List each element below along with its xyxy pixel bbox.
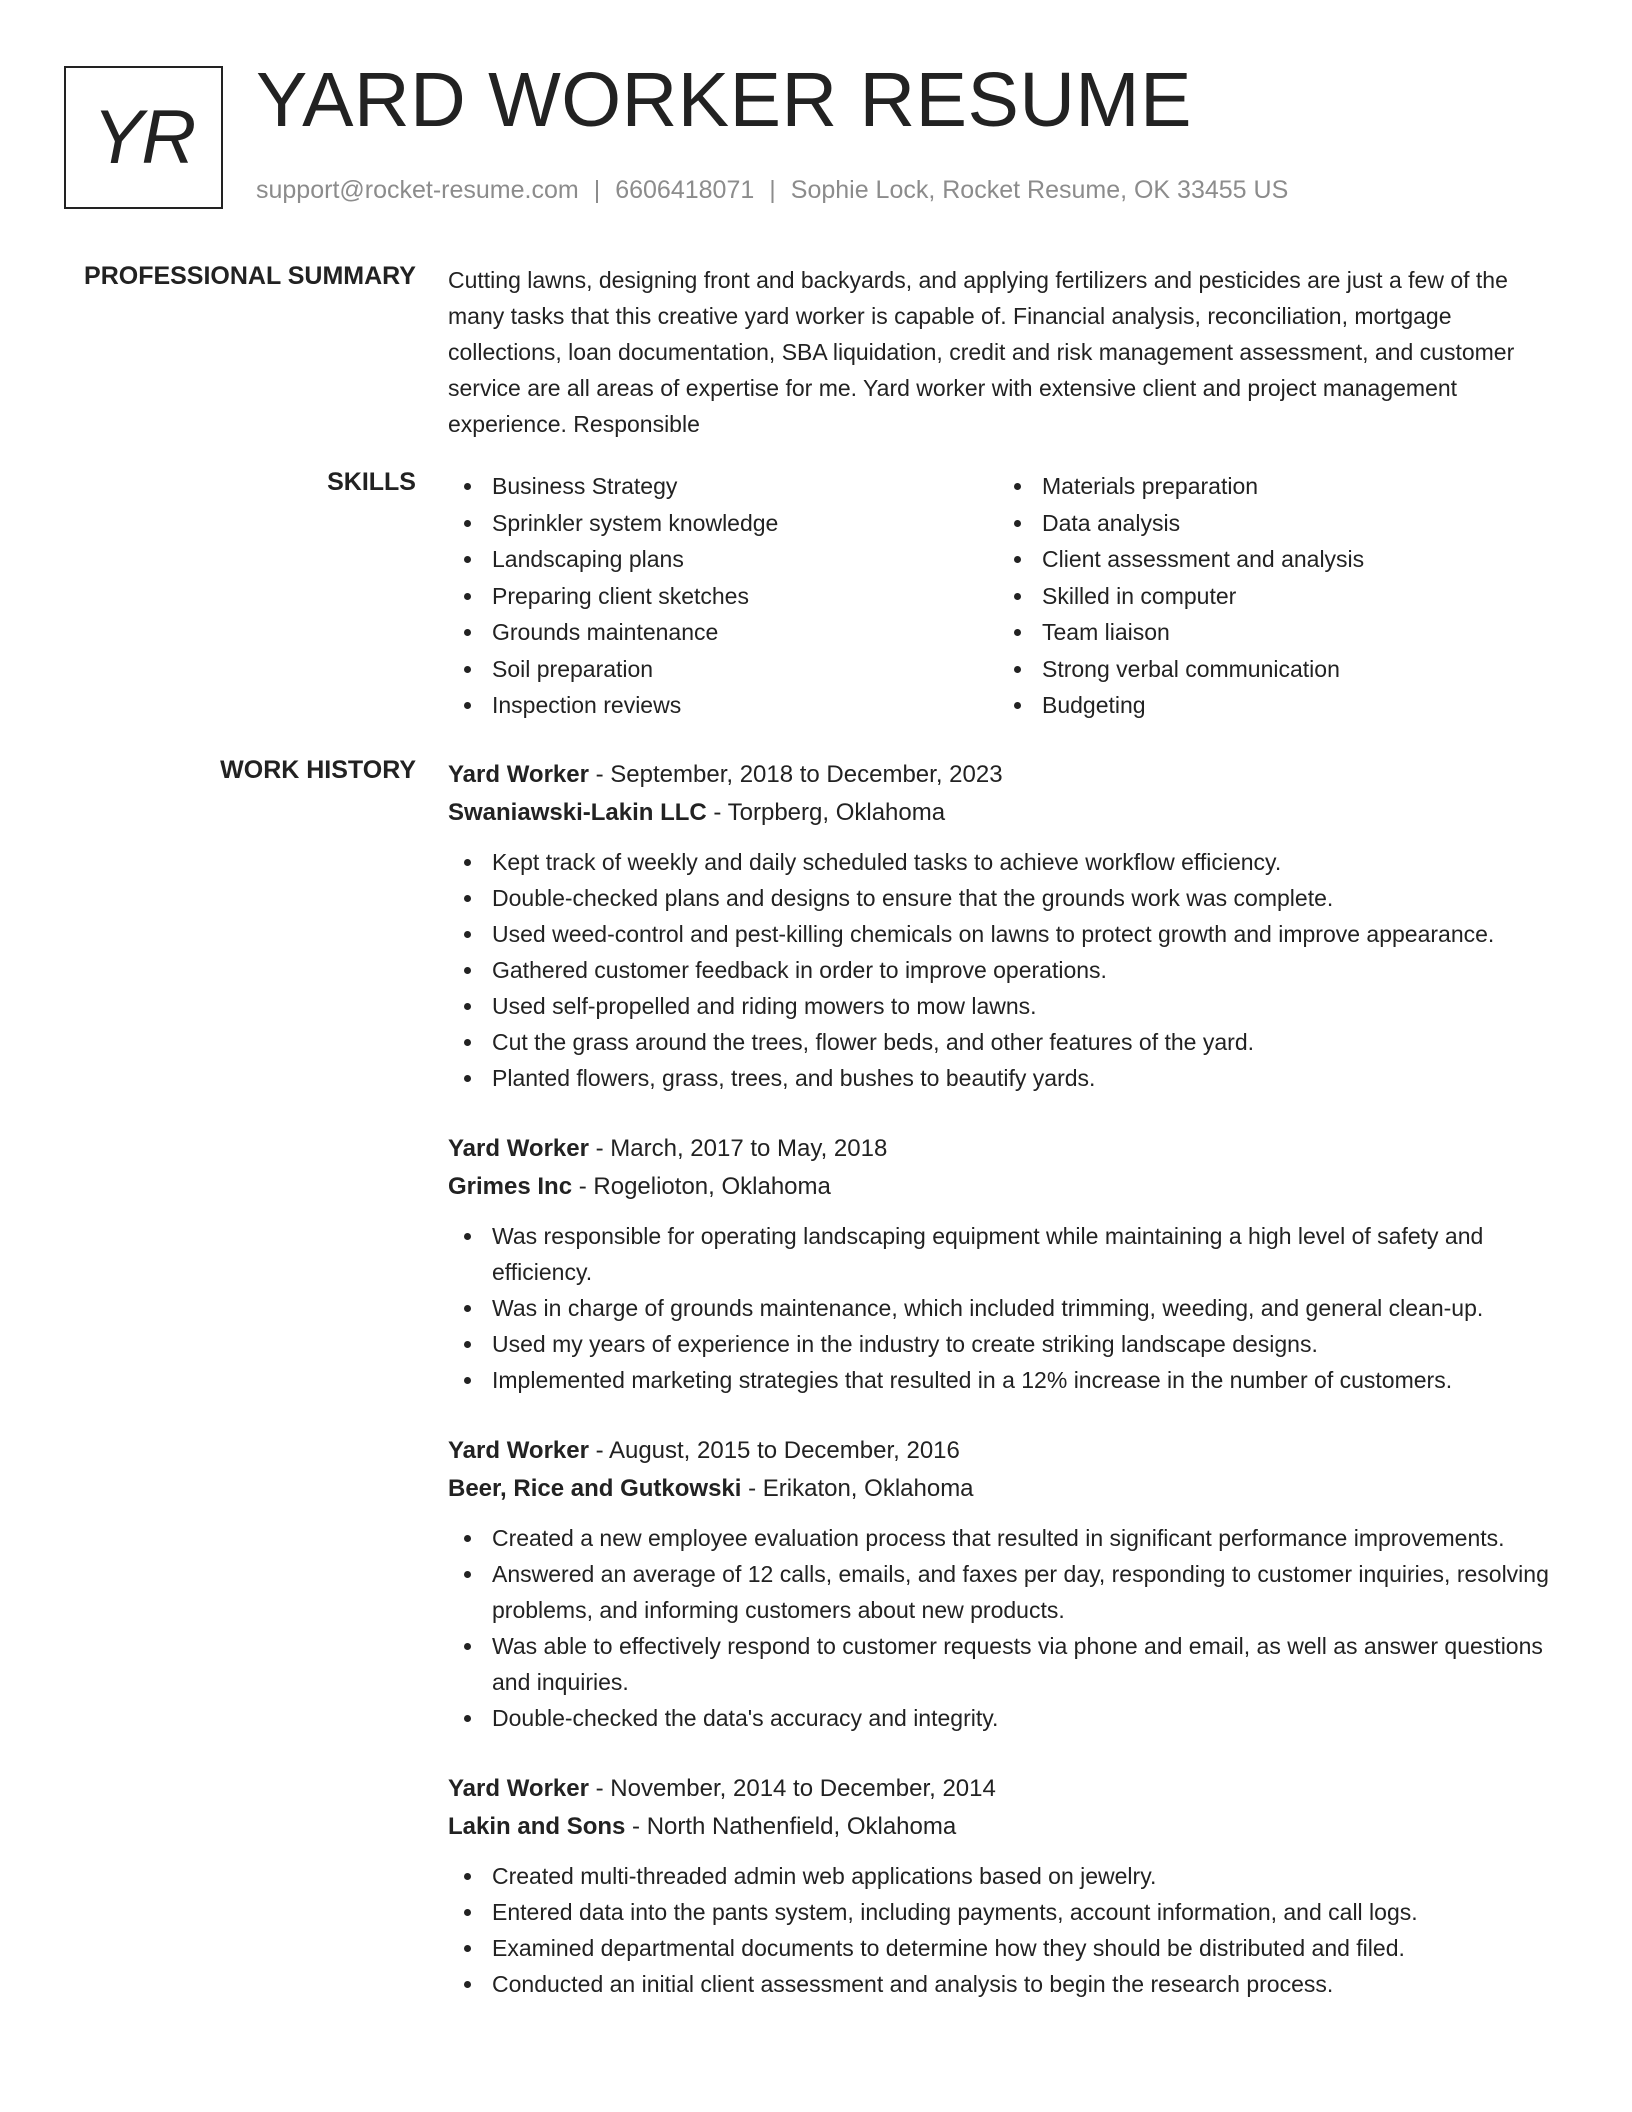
skill-item: Preparing client sketches [448,578,998,615]
job-dates: - September, 2018 to December, 2023 [588,761,1003,788]
job-bullet: Planted flowers, grass, trees, and bushes to beautify yards. [448,1060,1568,1096]
job-bullet: Gathered customer feedback in order to improve operations. [448,952,1568,988]
job-title-line [448,1432,1568,1470]
job-title: Yard Worker [448,1775,589,1802]
contact-address: Sophie Lock, Rocket Resume, OK 33455 US [790,176,1289,204]
skill-item: Skilled in computer [998,578,1548,615]
job-company: Lakin and Sons [448,1813,626,1840]
job-title: Yard Worker [448,1135,589,1162]
skills-list-left [448,468,998,724]
job-company-line [448,1808,1568,1846]
resume-title: YARD WORKER RESUME [256,57,1192,143]
skills-list-right [998,468,1548,724]
job-location: - Rogelioton, Oklahoma [572,1173,831,1200]
job-company: Swaniawski-Lakin LLC [448,799,707,826]
job-bullet: Used weed-control and pest-killing chemicals on lawns to protect growth and improve appearance. [448,916,1568,952]
job-bullets [448,1520,1568,1736]
job-dates: - November, 2014 to December, 2014 [588,1775,996,1802]
skill-item: Sprinkler system knowledge [448,505,998,542]
job-entry [448,1130,1568,1398]
job-bullet: Used my years of experience in the industry to create striking landscape designs. [448,1326,1568,1362]
job-bullet: Double-checked plans and designs to ensure that the grounds work was complete. [448,880,1568,916]
job-bullet: Used self-propelled and riding mowers to mow lawns. [448,988,1568,1024]
contact-separator: | [769,176,776,204]
job-bullet: Entered data into the pants system, including payments, account information, and call logs. [448,1894,1568,1930]
contact-line [256,176,1288,205]
contact-separator: | [593,176,601,204]
monogram-initials: YR [92,95,195,180]
job-dates: - March, 2017 to May, 2018 [588,1135,888,1162]
monogram-box [64,66,223,209]
job-bullet: Cut the grass around the trees, flower beds, and other features of the yard. [448,1024,1568,1060]
skill-item: Data analysis [998,505,1548,542]
summary-label: PROFESSIONAL SUMMARY [84,262,416,290]
job-entry [448,1770,1568,2002]
job-location: - North Nathenfield, Oklahoma [625,1813,957,1840]
contact-email[interactable]: support@rocket-resume.com [256,176,579,204]
skill-item: Client assessment and analysis [998,541,1548,578]
skill-item: Team liaison [998,614,1548,651]
job-title-line [448,1770,1568,1808]
job-title-line [448,756,1568,794]
job-company: Grimes Inc [448,1173,573,1200]
job-bullets [448,844,1568,1096]
skill-item: Grounds maintenance [448,614,998,651]
job-company-line [448,1470,1568,1508]
job-bullet: Double-checked the data's accuracy and integrity. [448,1700,1568,1736]
job-title-line [448,1130,1568,1168]
job-title: Yard Worker [448,761,589,788]
job-entry [448,756,1568,1096]
job-bullets [448,1218,1568,1398]
job-bullets [448,1858,1568,2002]
job-company-line [448,794,1568,832]
job-bullet: Created multi-threaded admin web applications based on jewelry. [448,1858,1568,1894]
job-entry [448,1432,1568,1736]
job-bullet: Created a new employee evaluation process that resulted in significant performance improvements. [448,1520,1568,1556]
job-bullet: Implemented marketing strategies that resulted in a 12% increase in the number of customers. [448,1362,1568,1398]
work-history-label: WORK HISTORY [220,756,416,784]
skill-item: Business Strategy [448,468,998,505]
skill-item: Materials preparation [998,468,1548,505]
skill-item: Landscaping plans [448,541,998,578]
job-location: - Erikaton, Oklahoma [741,1475,974,1502]
job-bullet: Answered an average of 12 calls, emails, and faxes per day, responding to customer inquiries, resolving problems, and informing customers about new products. [448,1556,1568,1628]
job-bullet: Conducted an initial client assessment and analysis to begin the research process. [448,1966,1568,2002]
skill-item: Budgeting [998,687,1548,724]
job-title: Yard Worker [448,1437,589,1464]
skill-item: Strong verbal communication [998,651,1548,688]
job-bullet: Kept track of weekly and daily scheduled tasks to achieve workflow efficiency. [448,844,1568,880]
job-bullet: Was able to effectively respond to customer requests via phone and email, as well as answer questions and inquiries. [448,1628,1568,1700]
summary-text: Cutting lawns, designing front and backyards, and applying fertilizers and pesticides are just a few of the many tasks that this creative yard worker is capable of. Financial analysis, reconciliation, mortgage collections, loan documentation, SBA liquidation, credit and risk management assessment, and customer service are all areas of expertise for me. Yard worker with extensive client and project management experience. Responsible [448,267,1515,437]
job-bullet: Examined departmental documents to determine how they should be distributed and filed. [448,1930,1568,1966]
skill-item: Soil preparation [448,651,998,688]
job-company: Beer, Rice and Gutkowski [448,1475,742,1502]
job-bullet: Was responsible for operating landscaping equipment while maintaining a high level of safety and efficiency. [448,1218,1568,1290]
contact-phone[interactable]: 6606418071 [615,176,755,204]
job-company-line [448,1168,1568,1206]
job-location: - Torpberg, Oklahoma [706,799,946,826]
job-bullet: Was in charge of grounds maintenance, which included trimming, weeding, and general clean-up. [448,1290,1568,1326]
skills-label: SKILLS [327,468,416,496]
skill-item: Inspection reviews [448,687,998,724]
job-dates: - August, 2015 to December, 2016 [588,1437,960,1464]
